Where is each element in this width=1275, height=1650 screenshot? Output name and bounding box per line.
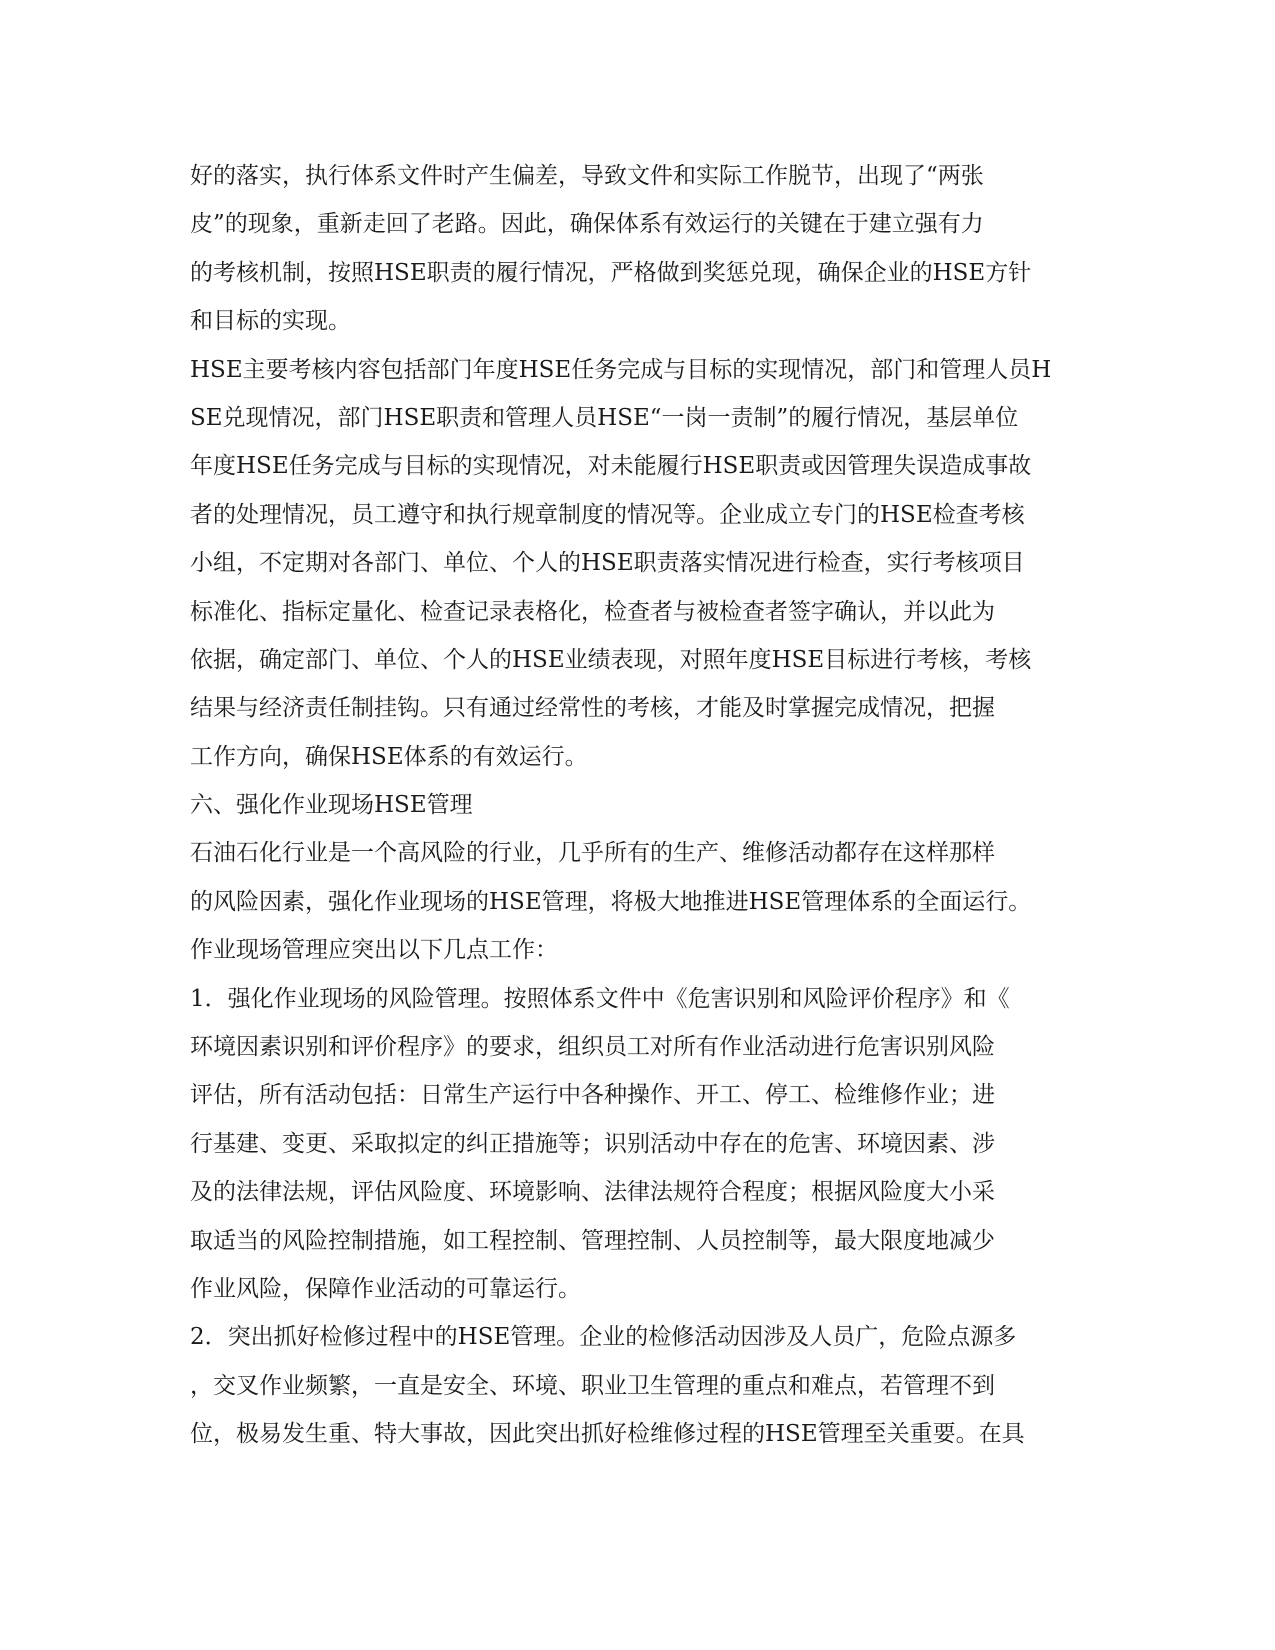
text-line: 小组，不定期对各部门、单位、个人的HSE职责落实情况进行检查，实行考核项目 xyxy=(190,550,1025,577)
text-line: 好的落实，执行体系文件时产生偏差，导致文件和实际工作脱节，出现了“两张 xyxy=(190,163,984,189)
text-line: SE兑现情况，部门HSE职责和管理人员HSE“一岗一责制”的履行情况，基层单位 xyxy=(190,404,1019,431)
text-line: 作业现场管理应突出以下几点工作： xyxy=(190,937,558,964)
text-line: 结果与经济责任制挂钩。只有通过经常性的考核，才能及时掌握完成情况，把握 xyxy=(190,695,995,722)
text-line: 年度HSE任务完成与目标的实现情况，对未能履行HSE职责或因管理失误造成事故 xyxy=(190,453,1032,480)
section-heading: 六、强化作业现场HSE管理 xyxy=(190,792,473,819)
text-line: ，交叉作业频繁，一直是安全、环境、职业卫生管理的重点和难点，若管理不到 xyxy=(190,1372,995,1399)
text-line: HSE主要考核内容包括部门年度HSE任务完成与目标的实现情况，部门和管理人员H xyxy=(190,356,1052,383)
text-line: 的考核机制，按照HSE职责的履行情况，严格做到奖惩兑现，确保企业的HSE方针 xyxy=(190,259,1032,286)
text-line: 石油石化行业是一个高风险的行业，几乎所有的生产、维修活动都存在这样那样 xyxy=(190,840,995,867)
text-line: 1．强化作业现场的风险管理。按照体系文件中《危害识别和风险评价程序》和《 xyxy=(190,985,1010,1012)
text-line: 皮”的现象，重新走回了老路。因此，确保体系有效运行的关键在于建立强有力 xyxy=(190,211,984,238)
text-line: 位，极易发生重、特大事故，因此突出抓好检维修过程的HSE管理至关重要。在具 xyxy=(190,1421,1025,1448)
text-line: 作业风险，保障作业活动的可靠运行。 xyxy=(190,1275,581,1302)
text-line: 评估，所有活动包括：日常生产运行中各种操作、开工、停工、检维修作业；进 xyxy=(190,1082,995,1109)
text-line: 环境因素识别和评价程序》的要求，组织员工对所有作业活动进行危害识别风险 xyxy=(190,1034,995,1061)
text-line: 2．突出抓好检修过程中的HSE管理。企业的检修活动因涉及人员广，危险点源多 xyxy=(190,1324,1017,1351)
text-line: 及的法律法规，评估风险度、环境影响、法律法规符合程度；根据风险度大小采 xyxy=(190,1179,995,1206)
text-line: 者的处理情况，员工遵守和执行规章制度的情况等。企业成立专门的HSE检查考核 xyxy=(190,501,1025,528)
text-line: 行基建、变更、采取拟定的纠正措施等；识别活动中存在的危害、环境因素、涉 xyxy=(190,1130,995,1157)
text-line: 标准化、指标定量化、检查记录表格化，检查者与被检查者签字确认，并以此为 xyxy=(190,598,995,625)
text-line: 的风险因素，强化作业现场的HSE管理，将极大地推进HSE管理体系的全面运行。 xyxy=(190,888,1032,915)
body-text xyxy=(190,152,1090,1459)
text-line: 取适当的风险控制措施，如工程控制、管理控制、人员控制等，最大限度地减少 xyxy=(190,1227,995,1254)
text-line: 依据，确定部门、单位、个人的HSE业绩表现，对照年度HSE目标进行考核，考核 xyxy=(190,646,1032,673)
text-line: 工作方向，确保HSE体系的有效运行。 xyxy=(190,743,588,770)
text-line: 和目标的实现。 xyxy=(190,308,351,335)
